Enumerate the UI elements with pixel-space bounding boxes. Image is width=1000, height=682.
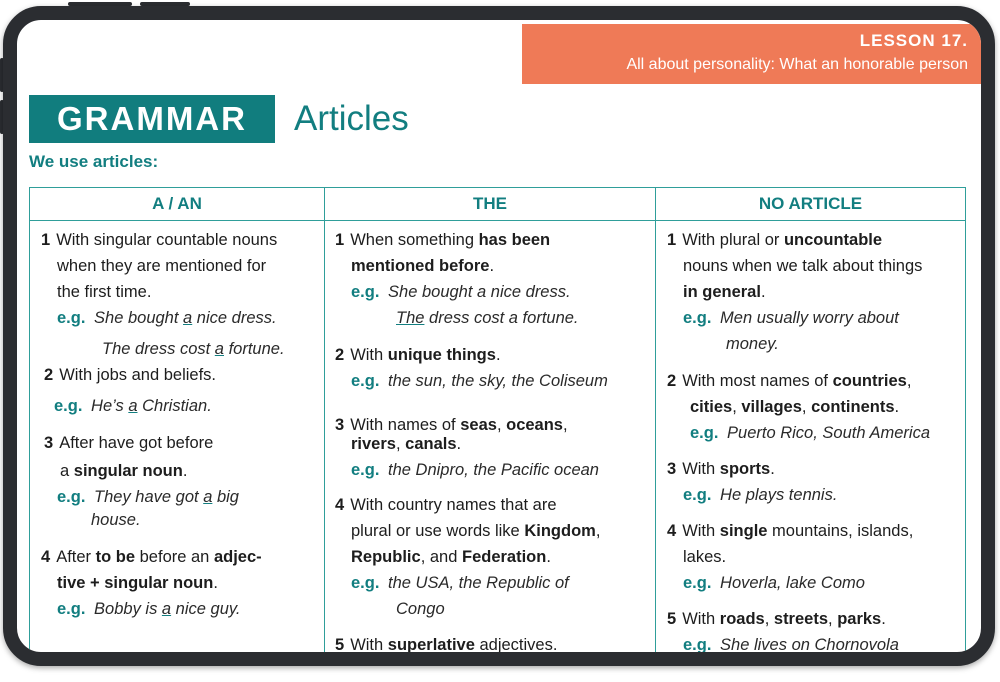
example-text: money. [726,335,779,353]
rule-text-part: With [682,460,720,478]
rule-text-part: . [489,257,495,275]
bold-term: roads [719,610,765,628]
example [57,599,241,619]
rule-text: With singular countable nouns [56,231,278,249]
rule-text-part: . [760,283,766,301]
example-text: big [212,488,239,506]
rule-number: 3 [44,434,54,452]
bold-term: has been [478,231,551,249]
example [683,308,899,328]
example-text: The dress cost [102,340,215,358]
rule-text-part: , [906,372,912,390]
rule-text-part: . [770,460,775,478]
column-a-an [30,188,324,652]
rule-text-part: , and [420,548,462,566]
example [57,487,239,507]
bold-term: parks [837,610,882,628]
bold-term: mentioned before [351,257,490,275]
bold-term: Kingdom [524,522,596,540]
rule-number: 2 [667,372,677,390]
example [683,635,899,652]
example-text: He plays tennis. [720,486,838,504]
lesson-number: LESSON 17. [859,31,968,50]
example [396,308,579,328]
rule-text-part: With most names of [682,372,833,390]
rule-number: 4 [41,548,51,566]
example-text: the sun, the sky, the Coliseum [388,372,608,390]
rule-text [351,434,461,454]
example-text: Men usually worry about [720,309,899,327]
bold-term: adjec- [213,548,262,566]
example [683,573,865,593]
rule-3 [667,459,775,479]
rule-text: the first time. [57,283,152,301]
rule-text: After have got before [59,434,214,452]
rule-text: nouns when we talk about things [683,257,923,275]
rule-number: 5 [667,610,677,628]
example-text: dress cost a fortune. [424,309,579,327]
bold-term: superlative [387,636,475,652]
rule-number: 3 [335,416,345,434]
example-text: Bobby is [94,600,162,618]
rule-1 [41,230,277,250]
article-word: a [128,397,138,415]
rule-text-part: With [350,346,388,364]
rule-text-part: , [563,416,568,434]
rule-number: 4 [667,522,677,540]
example-text: nice dress. [192,309,277,327]
rule-text [351,547,551,567]
rule-text-part: , [595,522,601,540]
rule-text-part: With [682,522,720,540]
column-header: THE [325,188,655,221]
rule-number: 3 [667,460,677,478]
rule-text: when they are mentioned for [57,257,267,275]
rule-text-part: , [828,610,838,628]
rule-4 [335,495,557,515]
rule-5 [335,635,557,652]
eg-label: e.g. [683,574,712,592]
column-header: NO ARTICLE [656,188,965,221]
rule-text-part: adjectives. [474,636,558,652]
rule-text-part: , [395,435,406,453]
rule-text-part: . [182,462,188,480]
rule-number: 1 [335,231,345,249]
rule-text-part: With plural or [682,231,784,249]
rule-text-part: . [881,610,886,628]
example-text: Hoverla, lake Como [720,574,865,592]
screen [17,20,981,652]
rule-text-part: . [495,346,501,364]
article-word: The [396,309,425,327]
example [351,573,569,593]
rule-4 [41,547,262,567]
example-text: the Dnipro, the Pacific ocean [388,461,599,479]
rule-text: With country names that are [350,496,557,514]
rule-text [351,521,600,541]
article-word: a [161,600,172,618]
rule-text-part: , [764,610,774,628]
rule-text-part: mountains, islands, [767,522,914,540]
bold-term: seas [460,416,497,434]
bold-term: oceans [506,416,563,434]
rule-number: 1 [667,231,677,249]
rule-text: lakes. [683,548,727,566]
example [683,485,837,505]
bold-term: in general [683,283,761,301]
example [57,308,277,328]
example [54,396,212,416]
example-text: Christian. [137,397,212,415]
rule-1 [335,230,550,250]
rule-text [57,573,218,593]
column-header: A / AN [30,188,324,221]
rule-3 [44,433,213,453]
eg-label: e.g. [690,424,719,442]
rule-2 [335,345,501,365]
rule-text-part: After [56,548,96,566]
example [351,371,608,391]
rule-text-part: before an [135,548,214,566]
rule-number: 5 [335,636,345,652]
intro-text: We use articles: [29,152,159,171]
tablet-frame [3,6,995,666]
bold-term: sports [719,460,771,478]
example-text: Puerto Rico, South America [727,424,931,442]
rule-2 [667,371,911,391]
example-text: She bought [94,309,184,327]
column-no-article [655,188,965,652]
bold-term: countries [832,372,907,390]
bold-term: to be [95,548,136,566]
example-text: house. [91,511,141,529]
rule-number: 2 [335,346,345,364]
rule-number: 2 [44,366,54,384]
rule-text-part: . [894,398,900,416]
eg-label: e.g. [57,600,86,618]
example-text: They have got [94,488,204,506]
rule-text-part: . [213,574,218,592]
eg-label: e.g. [683,309,712,327]
rule-4 [667,521,913,541]
article-word: a [214,340,224,358]
example [351,460,599,480]
example [351,282,571,302]
eg-label: e.g. [683,486,712,504]
rule-text-part: , [732,398,742,416]
rule-text [683,282,766,302]
eg-label: e.g. [351,574,380,592]
bold-term: streets [773,610,829,628]
article-word: a [203,488,213,506]
eg-label: e.g. [351,283,380,301]
rule-text-part: With [682,610,720,628]
rule-5 [667,609,886,629]
example-text: the USA, the Republic of [388,574,569,592]
bold-term: uncountable [783,231,883,249]
example-text: nice guy. [171,600,241,618]
rule-2 [44,365,216,385]
rule-text [690,397,899,417]
bold-term: singular noun [73,462,183,480]
bold-term: continents [811,398,895,416]
bold-term: rivers [351,435,396,453]
rule-text-part: With names of [350,416,461,434]
rule-number: 4 [335,496,345,514]
rule-text-part: With [350,636,388,652]
eg-label: e.g. [351,461,380,479]
bold-term: cities [690,398,733,416]
rule-text [60,461,187,481]
rule-text-part: , [496,416,507,434]
bold-term: Republic [351,548,421,566]
eg-label: e.g. [683,636,712,652]
example-text: She lives on Chornovola [720,636,899,652]
bold-term: Federation [461,548,547,566]
bold-term: unique things [387,346,496,364]
eg-label: e.g. [57,309,86,327]
eg-label: e.g. [54,397,83,415]
rule-1 [667,230,882,250]
example-text: Congo [396,600,445,618]
rule-text: With jobs and beliefs. [59,366,217,384]
rule-text-part: . [546,548,551,566]
lesson-subtitle: All about personality: What an honorable person [626,56,968,73]
article-word: a [183,309,193,327]
rule-text-part: plural or use words like [351,522,525,540]
example [102,339,285,359]
rule-number: 1 [41,231,51,249]
example-text: fortune. [223,340,285,358]
example-text: He’s [91,397,129,415]
bold-term: villages [741,398,802,416]
rule-text-part: a [60,462,74,480]
rule-text-part: When something [350,231,479,249]
grammar-topic: Articles [294,99,409,138]
bold-term: single [719,522,768,540]
grammar-badge: GRAMMAR [29,95,275,143]
example [690,423,930,443]
bold-term: canals [405,435,457,453]
rule-text [351,256,494,276]
rule-text-part: , [801,398,812,416]
example-text: She bought a nice dress. [388,283,571,301]
column-the [324,188,655,652]
eg-label: e.g. [57,488,86,506]
eg-label: e.g. [351,372,380,390]
rule-3 [335,415,568,435]
lesson-banner [522,24,981,84]
bold-term: tive + singular noun [57,574,214,592]
articles-table [29,187,966,652]
rule-text-part: . [456,435,462,453]
